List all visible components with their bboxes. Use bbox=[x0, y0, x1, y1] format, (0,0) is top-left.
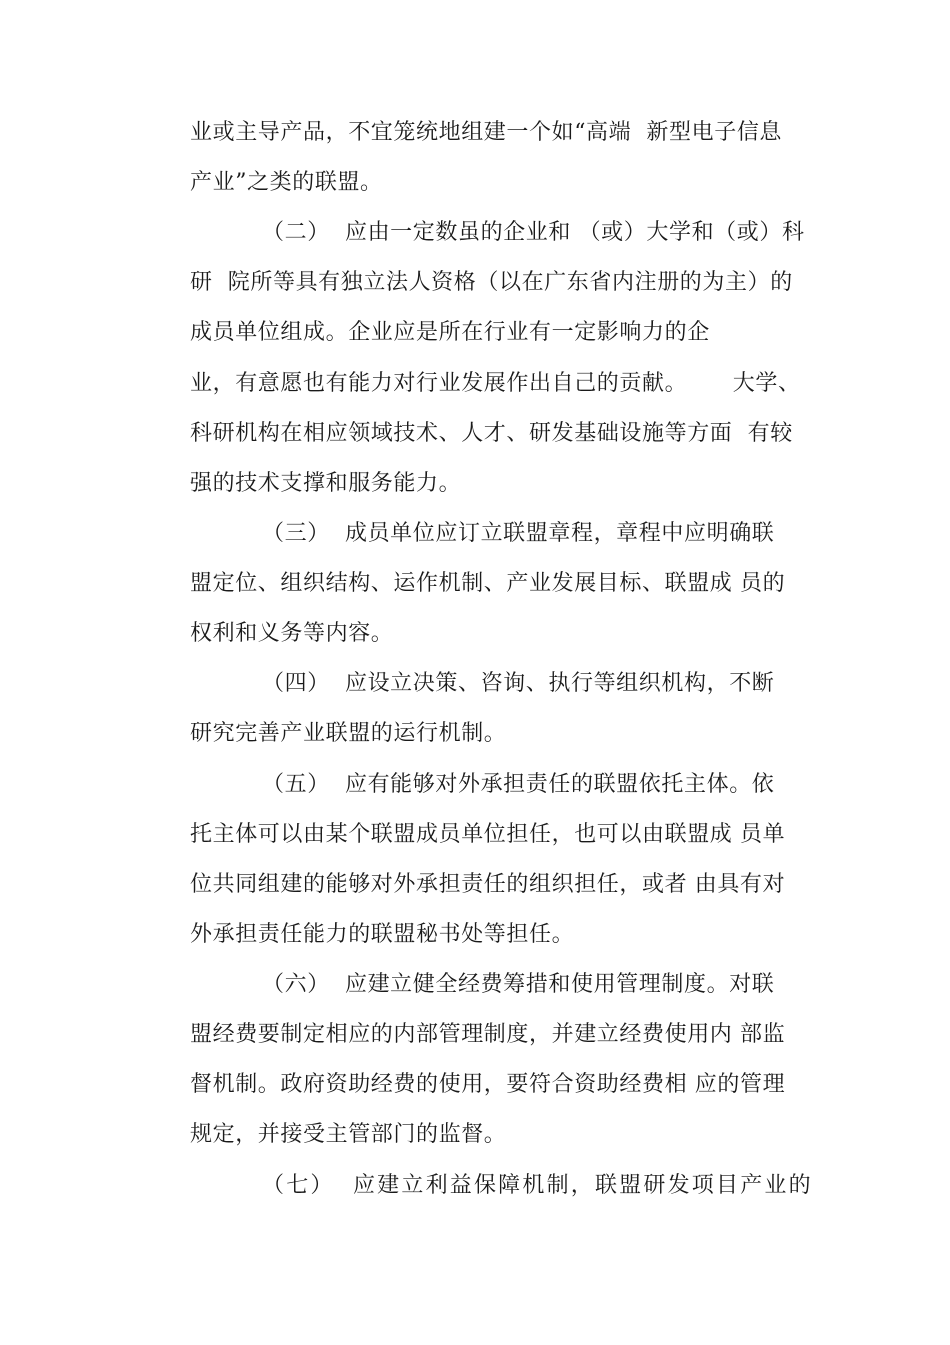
paragraph-5-heading-line: （五） 应有能够对外承担责任的联盟依托主体。依 bbox=[262, 772, 775, 797]
text-line: 成员单位组成。企业应是所在行业有一定影响力的企 bbox=[190, 320, 710, 345]
paragraph-2-heading-line: （二） 应由一定数虽的企业和 （或）大学和（或）科 bbox=[262, 220, 805, 245]
text-line: 规定，并接受主管部门的监督。 bbox=[190, 1122, 507, 1147]
text-line: 业，有意愿也有能力对行业发展作出自己的贡献。 大学、 bbox=[190, 371, 801, 396]
text-line: 托主体可以由某个联盟成员单位担任，也可以由联盟成 员单 bbox=[190, 822, 786, 847]
text-line: 业或主导产品，不宜笼统地组建一个如“高端 新型电子信息 bbox=[190, 120, 783, 145]
text-line: 位共同组建的能够对外承担责任的组织担任，或者 由具有对 bbox=[190, 872, 786, 897]
text-line: 督机制。政府资助经费的使用，要符合资助经费相 应的管理 bbox=[190, 1072, 786, 1097]
text-line: 研 院所等具有独立法人资格（以在广东省内注册的为主）的 bbox=[190, 270, 793, 295]
paragraph-4-heading-line: （四） 应设立决策、咨询、执行等组织机构，不断 bbox=[262, 671, 775, 696]
text-line: 研究完善产业联盟的运行机制。 bbox=[190, 721, 507, 746]
text-line: 科研机构在相应领域技术、人才、研发基础设施等方面 有较 bbox=[190, 421, 793, 446]
paragraph-3-heading-line: （三） 成员单位应订立联盟章程，章程中应明确联 bbox=[262, 521, 775, 546]
text-line: 盟定位、组织结构、运作机制、产业发展目标、联盟成 员的 bbox=[190, 571, 786, 596]
text-line: 产业”之类的联盟。 bbox=[190, 170, 383, 195]
text-line: 盟经费要制定相应的内部管理制度，并建立经费使用内 部监 bbox=[190, 1022, 786, 1047]
text-line: 权利和义务等内容。 bbox=[190, 621, 394, 646]
text-line: 强的技术支撑和服务能力。 bbox=[190, 471, 462, 496]
text-line: 外承担责任能力的联盟秘书处等担任。 bbox=[190, 922, 575, 947]
paragraph-6-heading-line: （六） 应建立健全经费筹措和使用管理制度。对联 bbox=[262, 972, 775, 997]
paragraph-7-heading-line: （七） 应建立利益保障机制，联盟研发项目产业的 bbox=[262, 1173, 813, 1198]
